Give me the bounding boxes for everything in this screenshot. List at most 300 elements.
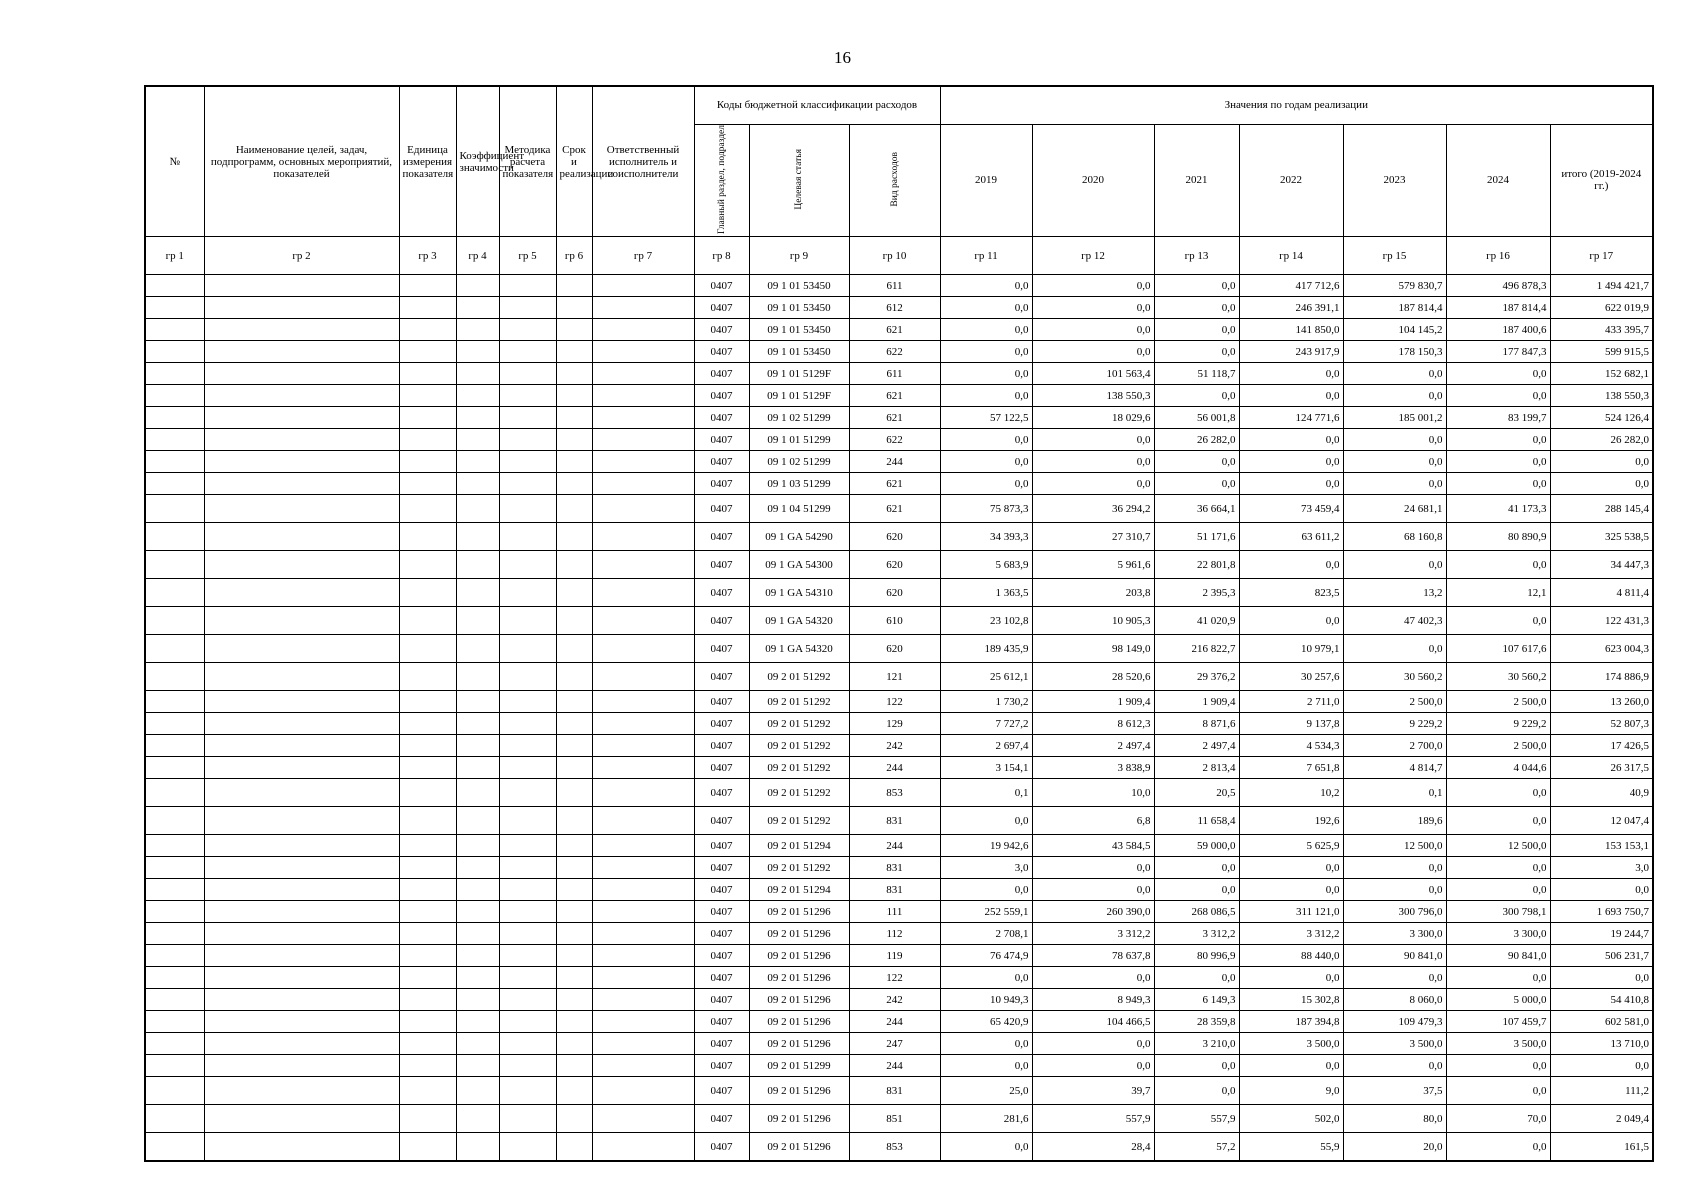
empty-cell [499,1077,556,1105]
cell-year-value: 0,0 [940,451,1032,473]
empty-cell [456,297,499,319]
cell-razdel: 0407 [694,857,749,879]
cell-year-value: 56 001,8 [1154,407,1239,429]
cell-year-value: 187 400,6 [1446,319,1550,341]
cell-year-value: 0,0 [1154,341,1239,363]
empty-cell [499,523,556,551]
empty-cell [399,341,456,363]
cell-year-value: 0,0 [940,879,1032,901]
empty-cell [456,635,499,663]
cell-year-value: 10 979,1 [1239,635,1343,663]
empty-cell [499,967,556,989]
cell-statya: 09 2 01 51292 [749,807,849,835]
empty-cell [399,945,456,967]
cell-year-value: 0,0 [1239,385,1343,407]
cell-vid: 611 [849,363,940,385]
cell-razdel: 0407 [694,385,749,407]
cell-statya: 09 1 03 51299 [749,473,849,495]
cell-year-value: 51 171,6 [1154,523,1239,551]
cell-year-value: 30 560,2 [1343,663,1446,691]
empty-cell [499,735,556,757]
cell-vid: 831 [849,857,940,879]
cell-year-value: 0,0 [1446,967,1550,989]
cell-year-value: 0,0 [940,473,1032,495]
empty-cell [456,473,499,495]
table-row [145,429,1653,451]
header-year-2020: 2020 [1032,124,1154,237]
cell-razdel: 0407 [694,835,749,857]
cell-year-value: 9 229,2 [1446,713,1550,735]
cell-razdel: 0407 [694,691,749,713]
cell-year-value: 0,0 [1154,879,1239,901]
empty-cell [499,1011,556,1033]
empty-cell [145,879,204,901]
header-total: итого (2019-2024 гг.) [1550,124,1653,237]
cell-year-value: 823,5 [1239,579,1343,607]
cell-year-value: 1 363,5 [940,579,1032,607]
header-coef: Коэффициент значимости [456,86,499,237]
cell-year-value: 104 466,5 [1032,1011,1154,1033]
empty-cell [592,473,694,495]
empty-cell [456,407,499,429]
cell-statya: 09 1 01 5129F [749,363,849,385]
cell-year-value: 252 559,1 [940,901,1032,923]
cell-year-value: 3 312,2 [1239,923,1343,945]
empty-cell [456,901,499,923]
cell-total: 2 049,4 [1550,1105,1653,1133]
empty-cell [145,319,204,341]
cell-year-value: 0,0 [1239,451,1343,473]
empty-cell [145,297,204,319]
table-row [145,879,1653,901]
cell-year-value: 0,0 [1446,473,1550,495]
empty-cell [399,297,456,319]
empty-cell [399,363,456,385]
cell-year-value: 192,6 [1239,807,1343,835]
table-row [145,1033,1653,1055]
cell-year-value: 47 402,3 [1343,607,1446,635]
cell-year-value: 0,0 [1343,429,1446,451]
cell-year-value: 36 294,2 [1032,495,1154,523]
cell-year-value: 28,4 [1032,1133,1154,1161]
cell-razdel: 0407 [694,319,749,341]
cell-year-value: 0,0 [1154,473,1239,495]
cell-total: 288 145,4 [1550,495,1653,523]
empty-cell [456,275,499,297]
empty-cell [399,473,456,495]
cell-year-value: 0,0 [1032,451,1154,473]
empty-cell [556,579,592,607]
empty-cell [556,735,592,757]
table-row [145,385,1653,407]
empty-cell [204,835,399,857]
empty-cell [499,363,556,385]
empty-cell [399,275,456,297]
cell-year-value: 0,0 [1446,879,1550,901]
table-row [145,901,1653,923]
cell-year-value: 2 395,3 [1154,579,1239,607]
empty-cell [556,495,592,523]
cell-year-value: 185 001,2 [1343,407,1446,429]
empty-cell [592,1055,694,1077]
cell-statya: 09 2 01 51296 [749,1133,849,1161]
cell-statya: 09 2 01 51292 [749,691,849,713]
cell-year-value: 0,0 [1154,1077,1239,1105]
empty-cell [399,989,456,1011]
empty-cell [456,779,499,807]
cell-total: 1 693 750,7 [1550,901,1653,923]
cell-vid: 621 [849,407,940,429]
empty-cell [499,857,556,879]
cell-year-value: 90 841,0 [1343,945,1446,967]
header-year-2023: 2023 [1343,124,1446,237]
cell-statya: 09 1 GA 54320 [749,607,849,635]
cell-year-value: 2 813,4 [1154,757,1239,779]
cell-vid: 122 [849,691,940,713]
empty-cell [204,779,399,807]
table-row [145,473,1653,495]
empty-cell [592,635,694,663]
empty-cell [592,1133,694,1161]
cell-razdel: 0407 [694,341,749,363]
table-row [145,297,1653,319]
empty-cell [204,551,399,579]
cell-year-value: 3 500,0 [1239,1033,1343,1055]
cell-year-value: 3 300,0 [1446,923,1550,945]
cell-year-value: 0,0 [1154,1055,1239,1077]
cell-razdel: 0407 [694,297,749,319]
header-method: Методика расчета показателя [499,86,556,237]
cell-year-value: 0,0 [940,807,1032,835]
table-row [145,757,1653,779]
table-row [145,523,1653,551]
empty-cell [145,835,204,857]
empty-cell [204,523,399,551]
empty-cell [499,579,556,607]
empty-cell [145,451,204,473]
empty-cell [592,989,694,1011]
cell-razdel: 0407 [694,1033,749,1055]
empty-cell [556,923,592,945]
column-number: гр 16 [1446,237,1550,275]
cell-year-value: 3 210,0 [1154,1033,1239,1055]
cell-year-value: 80 996,9 [1154,945,1239,967]
cell-total: 622 019,9 [1550,297,1653,319]
table-row [145,945,1653,967]
cell-year-value: 80 890,9 [1446,523,1550,551]
empty-cell [499,923,556,945]
cell-vid: 242 [849,735,940,757]
table-row [145,735,1653,757]
empty-cell [592,551,694,579]
cell-total: 13 260,0 [1550,691,1653,713]
empty-cell [399,879,456,901]
empty-cell [592,879,694,901]
cell-vid: 622 [849,341,940,363]
cell-total: 138 550,3 [1550,385,1653,407]
cell-statya: 09 2 01 51294 [749,879,849,901]
empty-cell [592,523,694,551]
cell-year-value: 1 909,4 [1154,691,1239,713]
empty-cell [204,1077,399,1105]
empty-cell [204,923,399,945]
cell-statya: 09 2 01 51299 [749,1055,849,1077]
cell-year-value: 107 459,7 [1446,1011,1550,1033]
empty-cell [556,989,592,1011]
empty-cell [456,1011,499,1033]
cell-year-value: 417 712,6 [1239,275,1343,297]
empty-cell [204,319,399,341]
cell-year-value: 260 390,0 [1032,901,1154,923]
empty-cell [399,579,456,607]
empty-cell [204,901,399,923]
cell-year-value: 138 550,3 [1032,385,1154,407]
empty-cell [456,341,499,363]
cell-year-value: 0,0 [1032,857,1154,879]
empty-cell [204,297,399,319]
cell-year-value: 0,0 [1343,857,1446,879]
cell-year-value: 0,0 [1446,857,1550,879]
empty-cell [556,275,592,297]
empty-cell [499,757,556,779]
empty-cell [204,735,399,757]
table-row [145,663,1653,691]
empty-cell [456,735,499,757]
empty-cell [592,713,694,735]
cell-year-value: 0,0 [1032,297,1154,319]
empty-cell [592,1033,694,1055]
cell-year-value: 0,0 [1239,967,1343,989]
empty-cell [456,1055,499,1077]
empty-cell [204,635,399,663]
empty-cell [456,835,499,857]
cell-year-value: 6 149,3 [1154,989,1239,1011]
cell-statya: 09 2 01 51296 [749,1105,849,1133]
cell-year-value: 246 391,1 [1239,297,1343,319]
empty-cell [456,1105,499,1133]
cell-total: 0,0 [1550,451,1653,473]
empty-cell [592,579,694,607]
cell-year-value: 0,0 [1032,1033,1154,1055]
cell-year-value: 0,0 [1239,879,1343,901]
cell-year-value: 10 905,3 [1032,607,1154,635]
cell-year-value: 2 500,0 [1446,735,1550,757]
column-number: гр 10 [849,237,940,275]
cell-year-value: 5 961,6 [1032,551,1154,579]
cell-year-value: 557,9 [1154,1105,1239,1133]
table-row [145,713,1653,735]
cell-year-value: 0,0 [1343,451,1446,473]
cell-razdel: 0407 [694,451,749,473]
cell-year-value: 59 000,0 [1154,835,1239,857]
cell-razdel: 0407 [694,879,749,901]
cell-year-value: 73 459,4 [1239,495,1343,523]
cell-year-value: 2 700,0 [1343,735,1446,757]
column-number-row [145,237,1653,275]
empty-cell [499,1055,556,1077]
empty-cell [499,1133,556,1161]
cell-statya: 09 2 01 51296 [749,901,849,923]
empty-cell [499,807,556,835]
table-row [145,407,1653,429]
cell-vid: 622 [849,429,940,451]
cell-year-value: 0,1 [940,779,1032,807]
empty-cell [204,945,399,967]
cell-total: 111,2 [1550,1077,1653,1105]
cell-year-value: 203,8 [1032,579,1154,607]
empty-cell [399,923,456,945]
empty-cell [204,429,399,451]
empty-cell [556,757,592,779]
cell-year-value: 0,0 [940,297,1032,319]
empty-cell [145,1105,204,1133]
empty-cell [399,967,456,989]
table-row [145,691,1653,713]
cell-year-value: 57 122,5 [940,407,1032,429]
empty-cell [592,779,694,807]
empty-cell [204,713,399,735]
cell-total: 13 710,0 [1550,1033,1653,1055]
empty-cell [145,967,204,989]
cell-year-value: 0,0 [1239,363,1343,385]
cell-razdel: 0407 [694,713,749,735]
empty-cell [499,835,556,857]
cell-statya: 09 1 01 51299 [749,429,849,451]
cell-year-value: 15 302,8 [1239,989,1343,1011]
column-number: гр 13 [1154,237,1239,275]
empty-cell [204,691,399,713]
header-name: Наименование целей, задач, подпрограмм, основных мероприятий, показателей [204,86,399,237]
cell-statya: 09 2 01 51296 [749,923,849,945]
empty-cell [399,663,456,691]
column-number: гр 14 [1239,237,1343,275]
empty-cell [499,551,556,579]
empty-cell [592,945,694,967]
empty-cell [399,1105,456,1133]
cell-year-value: 30 560,2 [1446,663,1550,691]
cell-year-value: 20,0 [1343,1133,1446,1161]
cell-total: 26 282,0 [1550,429,1653,451]
cell-year-value: 216 822,7 [1154,635,1239,663]
header-year-2021: 2021 [1154,124,1239,237]
cell-year-value: 7 651,8 [1239,757,1343,779]
column-number: гр 3 [399,237,456,275]
cell-year-value: 0,0 [940,967,1032,989]
cell-year-value: 10,2 [1239,779,1343,807]
empty-cell [204,407,399,429]
cell-year-value: 178 150,3 [1343,341,1446,363]
empty-cell [556,807,592,835]
empty-cell [204,473,399,495]
table-row [145,1105,1653,1133]
header-year-2019: 2019 [940,124,1032,237]
cell-statya: 09 1 01 53450 [749,341,849,363]
cell-year-value: 0,0 [1154,967,1239,989]
cell-year-value: 11 658,4 [1154,807,1239,835]
empty-cell [499,691,556,713]
cell-year-value: 37,5 [1343,1077,1446,1105]
cell-vid: 129 [849,713,940,735]
cell-year-value: 9,0 [1239,1077,1343,1105]
cell-year-value: 189 435,9 [940,635,1032,663]
cell-year-value: 3 312,2 [1154,923,1239,945]
table-body [145,275,1653,1161]
empty-cell [399,407,456,429]
empty-cell [592,495,694,523]
empty-cell [556,407,592,429]
empty-cell [499,319,556,341]
cell-statya: 09 2 01 51292 [749,735,849,757]
cell-total: 12 047,4 [1550,807,1653,835]
empty-cell [204,495,399,523]
cell-razdel: 0407 [694,1055,749,1077]
cell-year-value: 7 727,2 [940,713,1032,735]
empty-cell [592,341,694,363]
empty-cell [592,835,694,857]
empty-cell [456,523,499,551]
empty-cell [592,407,694,429]
empty-cell [399,835,456,857]
cell-statya: 09 2 01 51292 [749,857,849,879]
table-row [145,451,1653,473]
empty-cell [399,691,456,713]
empty-cell [399,713,456,735]
column-number: гр 5 [499,237,556,275]
empty-cell [204,967,399,989]
cell-year-value: 0,0 [940,1033,1032,1055]
cell-statya: 09 2 01 51296 [749,967,849,989]
cell-razdel: 0407 [694,407,749,429]
empty-cell [145,275,204,297]
cell-year-value: 187 394,8 [1239,1011,1343,1033]
empty-cell [499,451,556,473]
header-unit: Единица измерения показателя [399,86,456,237]
empty-cell [456,857,499,879]
header-codes-group: Коды бюджетной классификации расходов [694,86,940,124]
cell-year-value: 124 771,6 [1239,407,1343,429]
cell-year-value: 0,0 [1343,473,1446,495]
cell-year-value: 0,0 [1154,297,1239,319]
table-row [145,857,1653,879]
cell-year-value: 4 044,6 [1446,757,1550,779]
cell-year-value: 0,0 [1032,341,1154,363]
empty-cell [456,691,499,713]
cell-razdel: 0407 [694,495,749,523]
table-row [145,363,1653,385]
column-number: гр 11 [940,237,1032,275]
empty-cell [556,1077,592,1105]
table-row [145,1011,1653,1033]
empty-cell [399,551,456,579]
empty-cell [399,1077,456,1105]
cell-year-value: 10,0 [1032,779,1154,807]
cell-year-value: 0,0 [940,341,1032,363]
empty-cell [556,879,592,901]
cell-year-value: 0,1 [1343,779,1446,807]
empty-cell [556,857,592,879]
empty-cell [399,1133,456,1161]
empty-cell [499,879,556,901]
table-row [145,967,1653,989]
cell-razdel: 0407 [694,607,749,635]
empty-cell [204,341,399,363]
empty-cell [556,451,592,473]
cell-year-value: 12,1 [1446,579,1550,607]
cell-vid: 119 [849,945,940,967]
cell-year-value: 4 534,3 [1239,735,1343,757]
empty-cell [145,1077,204,1105]
empty-cell [556,607,592,635]
